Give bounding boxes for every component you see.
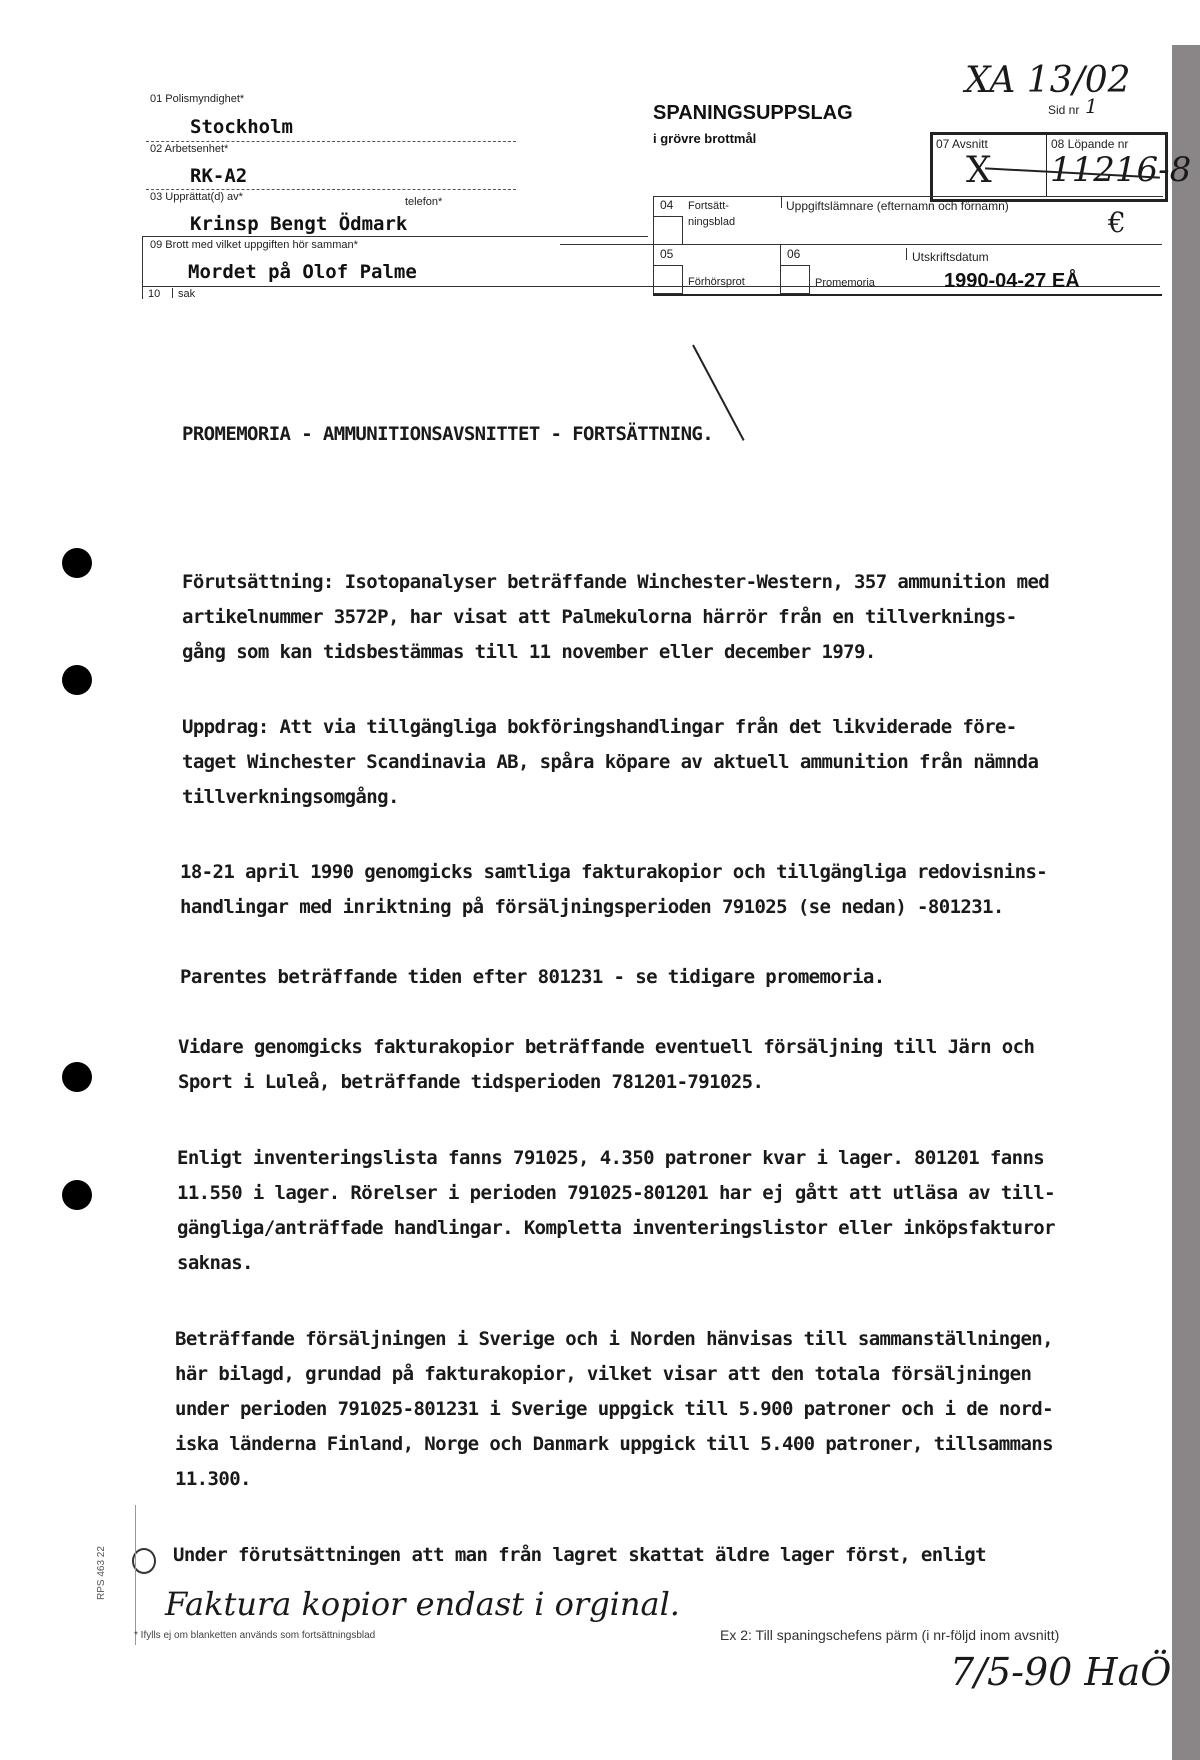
field-label-phone: telefon*	[405, 196, 443, 208]
field-number-05: 05	[660, 247, 674, 261]
field-label-serial-number: 08 Löpande nr	[1051, 137, 1129, 151]
footnote: * Ifylls ej om blanketten används som fortsättningsblad	[134, 1630, 376, 1641]
field-label-sak: sak	[178, 288, 196, 300]
field-value-serial-number: 11216-8	[1050, 150, 1192, 190]
divider	[781, 196, 782, 208]
handwritten-reference: XA 13/02	[965, 60, 1131, 101]
field-label-interrogation-protocol: Förhörsprot	[688, 276, 745, 288]
form-subtitle: i grövre brottmål	[653, 131, 757, 146]
field-label-crime: 09 Brott med vilket uppgiften hör samman*	[150, 239, 358, 251]
text-line: artikelnummer 3572P, har visat att Palmekulorna härrör från en tillverknings-	[182, 606, 1017, 628]
text-line: tillverkningsomgång.	[182, 786, 399, 808]
text-line: handlingar med inriktning på försäljningsperioden 791025 (se nedan) -801231.	[180, 896, 1004, 918]
text-line: under perioden 791025-801231 i Sverige uppgick till 5.900 patroner och i de nord-	[175, 1398, 1053, 1420]
checkbox-memorandum[interactable]	[780, 265, 810, 294]
text-line: Beträffande försäljningen i Sverige och i Norden hänvisas till sammanställningen,	[175, 1328, 1053, 1350]
field-label-police-authority: 01 Polismyndighet*	[150, 93, 245, 105]
punch-hole	[62, 1180, 92, 1210]
text-line: Vidare genomgicks fakturakopior beträffande eventuell försäljning till Järn och	[178, 1036, 1035, 1058]
field-label-prepared-by: 03 Upprättat(d) av*	[150, 191, 243, 203]
checkbox-continuation[interactable]	[653, 216, 683, 245]
text-line: taget Winchester Scandinavia AB, spåra köpare av aktuell ammunition från nämnda	[182, 751, 1039, 773]
text-line: gång som kan tidsbestämmas till 11 november eller december 1979.	[182, 641, 876, 663]
divider	[1046, 132, 1047, 196]
checkbox-interrogation-protocol[interactable]	[653, 265, 683, 294]
divider	[906, 248, 907, 260]
page-number-label: Sid nr	[1048, 103, 1080, 117]
handwritten-signature: 7/5-90 HaÖ	[950, 1650, 1172, 1694]
page-number-value: 1	[1085, 94, 1098, 118]
text-line: 18-21 april 1990 genomgicks samtliga fakturakopior och tillgängliga redovisnins-	[180, 861, 1048, 883]
paragraph-parenthesis	[180, 960, 885, 995]
field-label-continuation-2: ningsblad	[688, 216, 736, 228]
divider	[172, 288, 173, 298]
divider	[146, 189, 516, 190]
field-value-print-date: 1990-04-27 EÅ	[944, 270, 1080, 292]
field-label-memorandum: Promemoria	[815, 277, 875, 289]
text-line: iska länderna Finland, Norge och Danmark uppgick till 5.400 patroner, tillsammans	[175, 1433, 1053, 1455]
field-label-10: 10	[148, 288, 161, 300]
field-label-continuation-1: Fortsätt-	[688, 200, 729, 212]
scan-edge	[1172, 45, 1200, 1760]
field-label-print-date: Utskriftsdatum	[912, 250, 989, 264]
text-line: Uppdrag: Att via tillgängliga bokföringshandlingar från det likviderade före-	[182, 716, 1017, 738]
field-value-crime: Mordet på Olof Palme	[188, 261, 417, 283]
paragraph-review	[180, 855, 1047, 925]
text-line: Under förutsättningen att man från lagret skattat äldre lager först, enligt	[173, 1544, 986, 1566]
punch-hole	[62, 1062, 92, 1092]
field-value-section: X	[966, 150, 992, 191]
field-value-prepared-by: Krinsp Bengt Ödmark	[190, 213, 408, 235]
margin-rule	[135, 1505, 136, 1645]
text-line: 11.300.	[175, 1468, 251, 1490]
paragraph-sales	[175, 1322, 1053, 1497]
paragraph-assignment	[182, 710, 1038, 815]
text-line: här bilagd, grundad på fakturakopior, vilket visar att den totala försäljningen	[175, 1363, 1032, 1385]
punch-hole	[62, 548, 92, 578]
punch-hole	[62, 665, 92, 695]
text-line: Parentes beträffande tiden efter 801231 - se tidigare promemoria.	[180, 966, 885, 988]
form-code: RPS 463 22	[96, 1546, 107, 1600]
field-label-section: 07 Avsnitt	[936, 137, 988, 151]
field-label-informant: Uppgiftslämnare (efternamn och förnamn)	[786, 199, 1009, 213]
field-value-police-authority: Stockholm	[190, 116, 293, 138]
divider	[146, 141, 516, 142]
paragraph-premise	[182, 565, 1049, 670]
divider	[653, 294, 1162, 296]
text-line: saknas.	[177, 1252, 253, 1274]
text-line: 11.550 i lager. Rörelser i perioden 791025-801201 har ej gått att utläsa av till-	[177, 1182, 1055, 1204]
handwritten-note: Faktura kopior endast i orginal.	[165, 1585, 680, 1623]
text-line: Sport i Luleå, beträffande tidsperioden 781201-791025.	[178, 1071, 764, 1093]
copy-note: Ex 2: Till spaningschefens pärm (i nr-följd inom avsnitt)	[720, 1627, 1060, 1643]
paragraph-inventory	[177, 1141, 1055, 1281]
field-value-work-unit: RK-A2	[190, 165, 248, 187]
form-title: SPANINGSUPPSLAG	[653, 102, 853, 124]
memo-heading: PROMEMORIA - AMMUNITIONSAVSNITTET - FORTSÄTTNING.	[182, 423, 714, 445]
paragraph-lulea	[178, 1030, 1034, 1100]
text-line: Förutsättning: Isotopanalyser beträffande Winchester-Western, 357 ammunition med	[182, 571, 1050, 593]
text-line: Enligt inventeringslista fanns 791025, 4.350 patroner kvar i lager. 801201 fanns	[177, 1147, 1045, 1169]
text-line: gängliga/anträffade handlingar. Kompletta inventeringslistor eller inköpsfakturor	[177, 1217, 1055, 1239]
divider	[560, 244, 1162, 245]
paragraph-fifo	[173, 1538, 986, 1573]
handwritten-euro-mark: €	[1108, 206, 1126, 239]
field-label-work-unit: 02 Arbetsenhet*	[150, 143, 229, 155]
field-number-04: 04	[660, 198, 674, 212]
field-number-06: 06	[787, 247, 801, 261]
